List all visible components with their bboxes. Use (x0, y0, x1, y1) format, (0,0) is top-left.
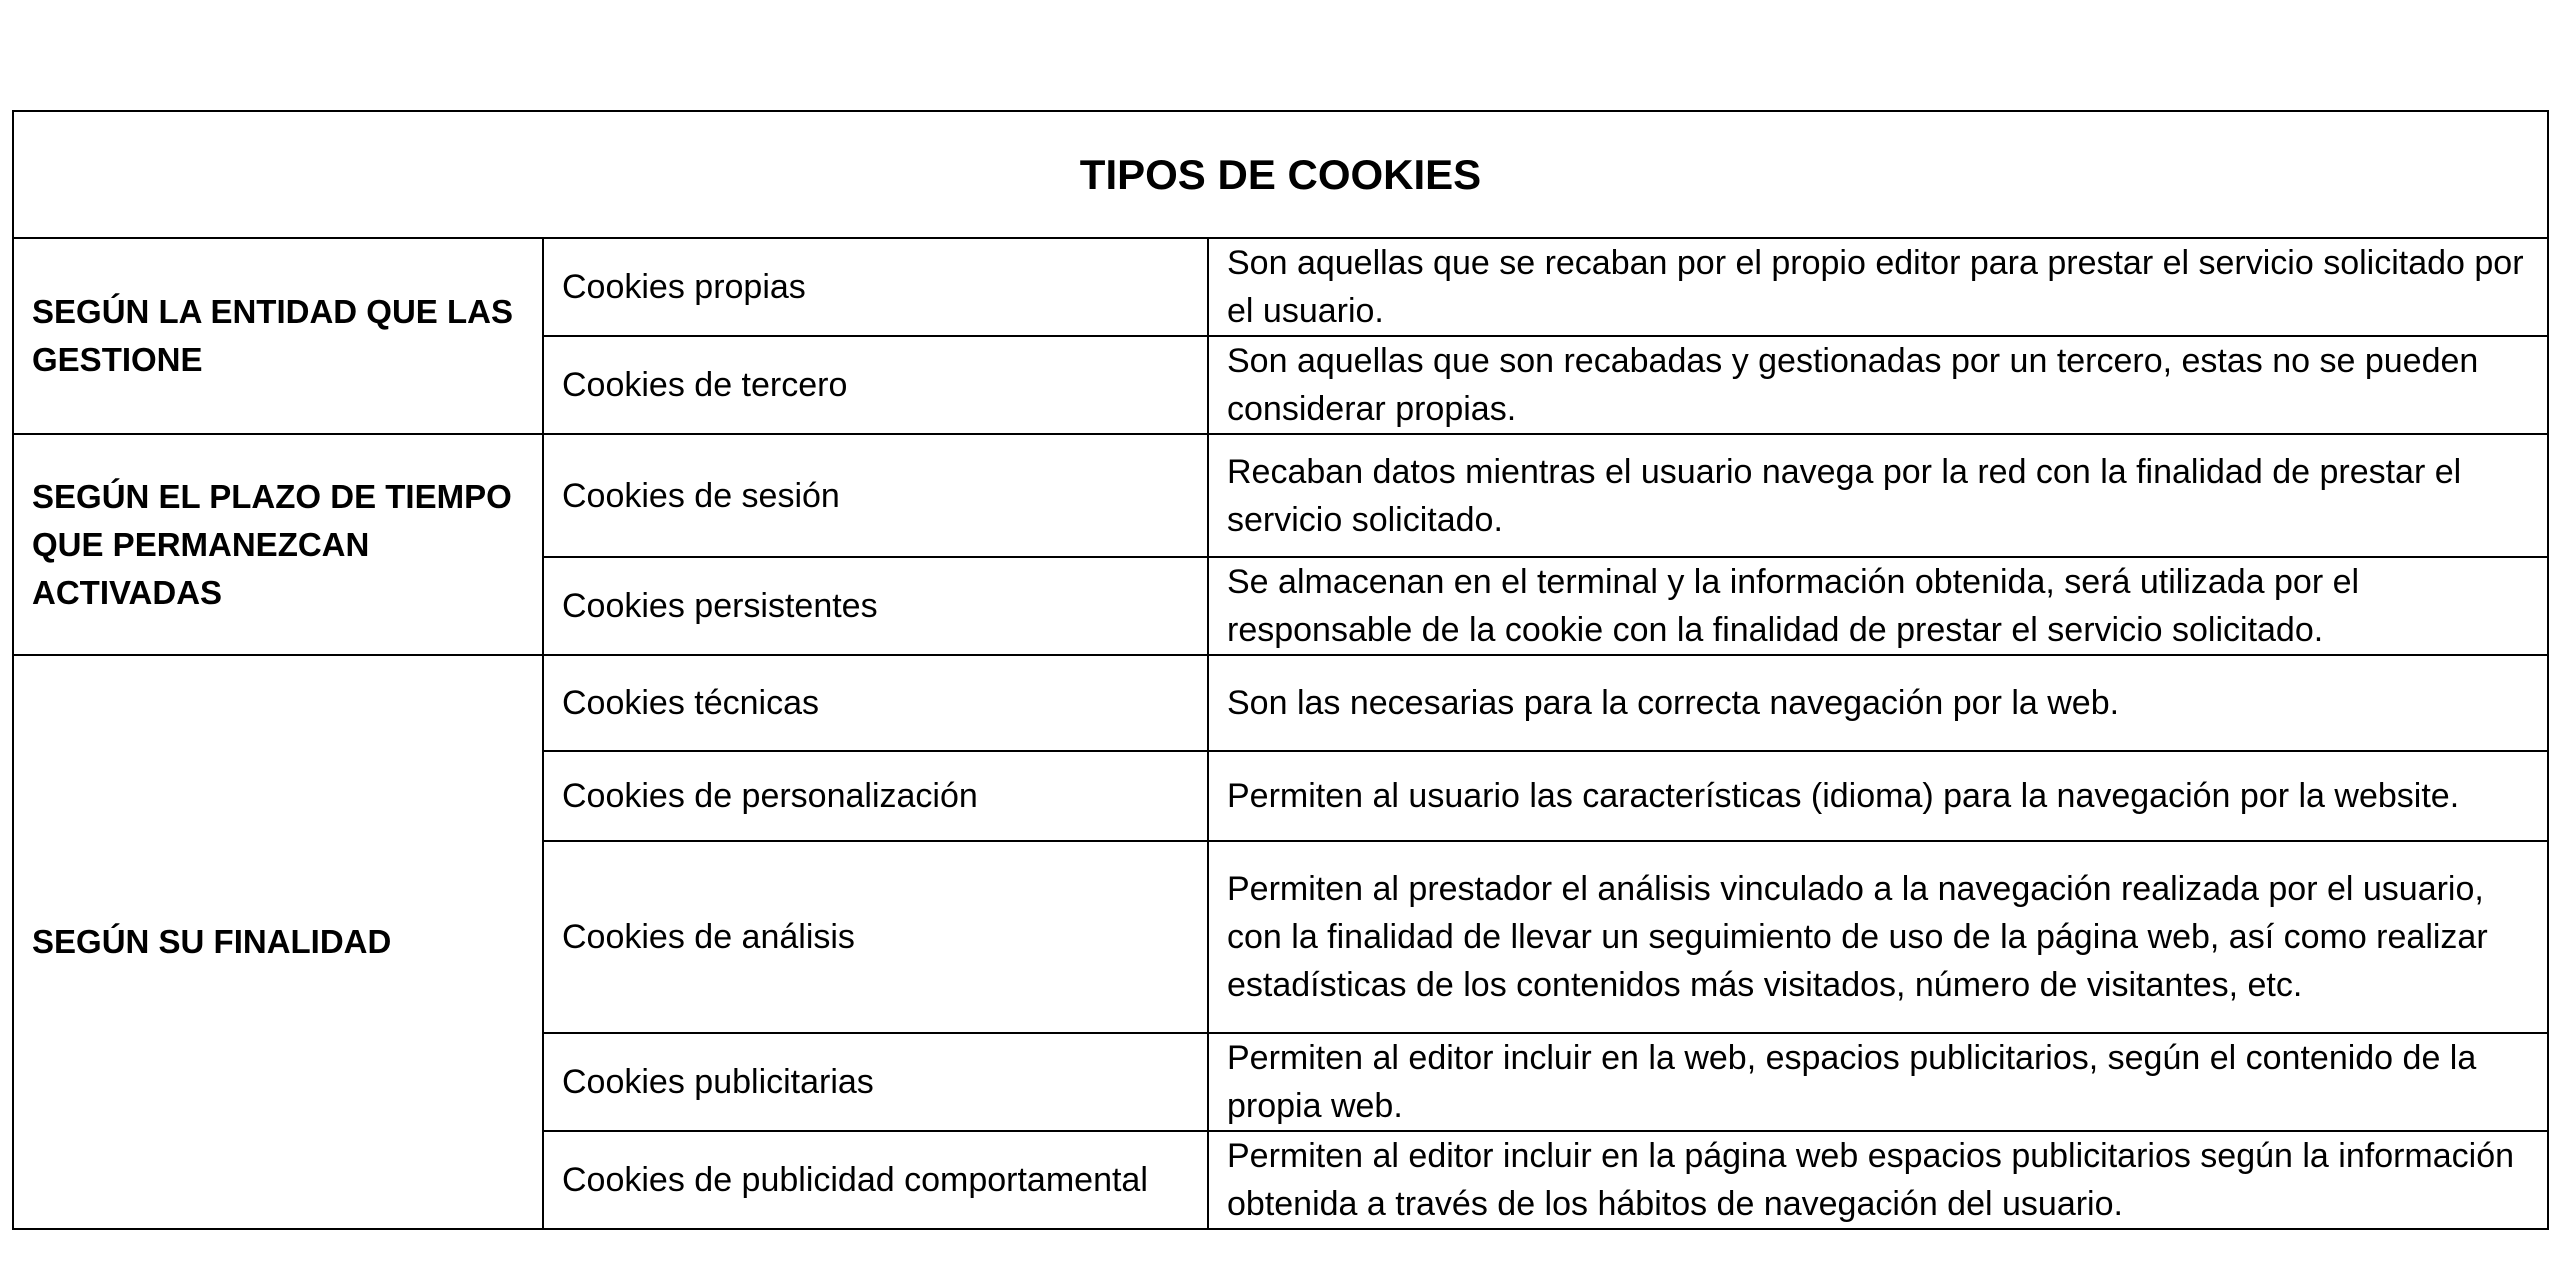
category-cell: SEGÚN EL PLAZO DE TIEMPO QUE PERMANEZCAN ACTIVADAS (13, 434, 543, 655)
cookie-type-cell: Cookies publicitarias (543, 1033, 1208, 1131)
category-cell: SEGÚN SU FINALIDAD (13, 655, 543, 1229)
cookie-description-cell: Recaban datos mientras el usuario navega por la red con la finalidad de prestar el servicio solicitado. (1208, 434, 2548, 557)
cookie-description-cell: Permiten al usuario las características (idioma) para la navegación por la website. (1208, 751, 2548, 841)
cookie-type-cell: Cookies de sesión (543, 434, 1208, 557)
cookie-type-cell: Cookies propias (543, 238, 1208, 336)
cookie-type-cell: Cookies técnicas (543, 655, 1208, 751)
table-row (13, 655, 2548, 751)
table-row (13, 434, 2548, 557)
cookie-type-cell: Cookies de análisis (543, 841, 1208, 1033)
cookie-description-cell: Se almacenan en el terminal y la información obtenida, será utilizada por el responsable de la cookie con la finalidad de prestar el servicio solicitado. (1208, 557, 2548, 655)
cookie-type-cell: Cookies persistentes (543, 557, 1208, 655)
cookie-description-cell: Son aquellas que se recaban por el propio editor para prestar el servicio solicitado por el usuario. (1208, 238, 2548, 336)
cookie-type-cell: Cookies de publicidad comportamental (543, 1131, 1208, 1229)
category-cell: SEGÚN LA ENTIDAD QUE LAS GESTIONE (13, 238, 543, 434)
cookie-description-cell: Permiten al editor incluir en la página web espacios publicitarios según la información obtenida a través de los hábitos de navegación del usuario. (1208, 1131, 2548, 1229)
cookie-description-cell: Son aquellas que son recabadas y gestionadas por un tercero, estas no se pueden considerar propias. (1208, 336, 2548, 434)
table-row (13, 238, 2548, 336)
cookie-types-table (12, 110, 2549, 1230)
cookie-description-cell: Permiten al prestador el análisis vinculado a la navegación realizada por el usuario, con la finalidad de llevar un seguimiento de uso de la página web, así como realizar estadísticas de los contenidos más visitados, número de visitantes, etc. (1208, 841, 2548, 1033)
table-title: TIPOS DE COOKIES (13, 111, 2548, 238)
cookie-type-cell: Cookies de personalización (543, 751, 1208, 841)
cookie-description-cell: Permiten al editor incluir en la web, espacios publicitarios, según el contenido de la propia web. (1208, 1033, 2548, 1131)
title-row (13, 111, 2548, 238)
cookie-description-cell: Son las necesarias para la correcta navegación por la web. (1208, 655, 2548, 751)
cookie-type-cell: Cookies de tercero (543, 336, 1208, 434)
